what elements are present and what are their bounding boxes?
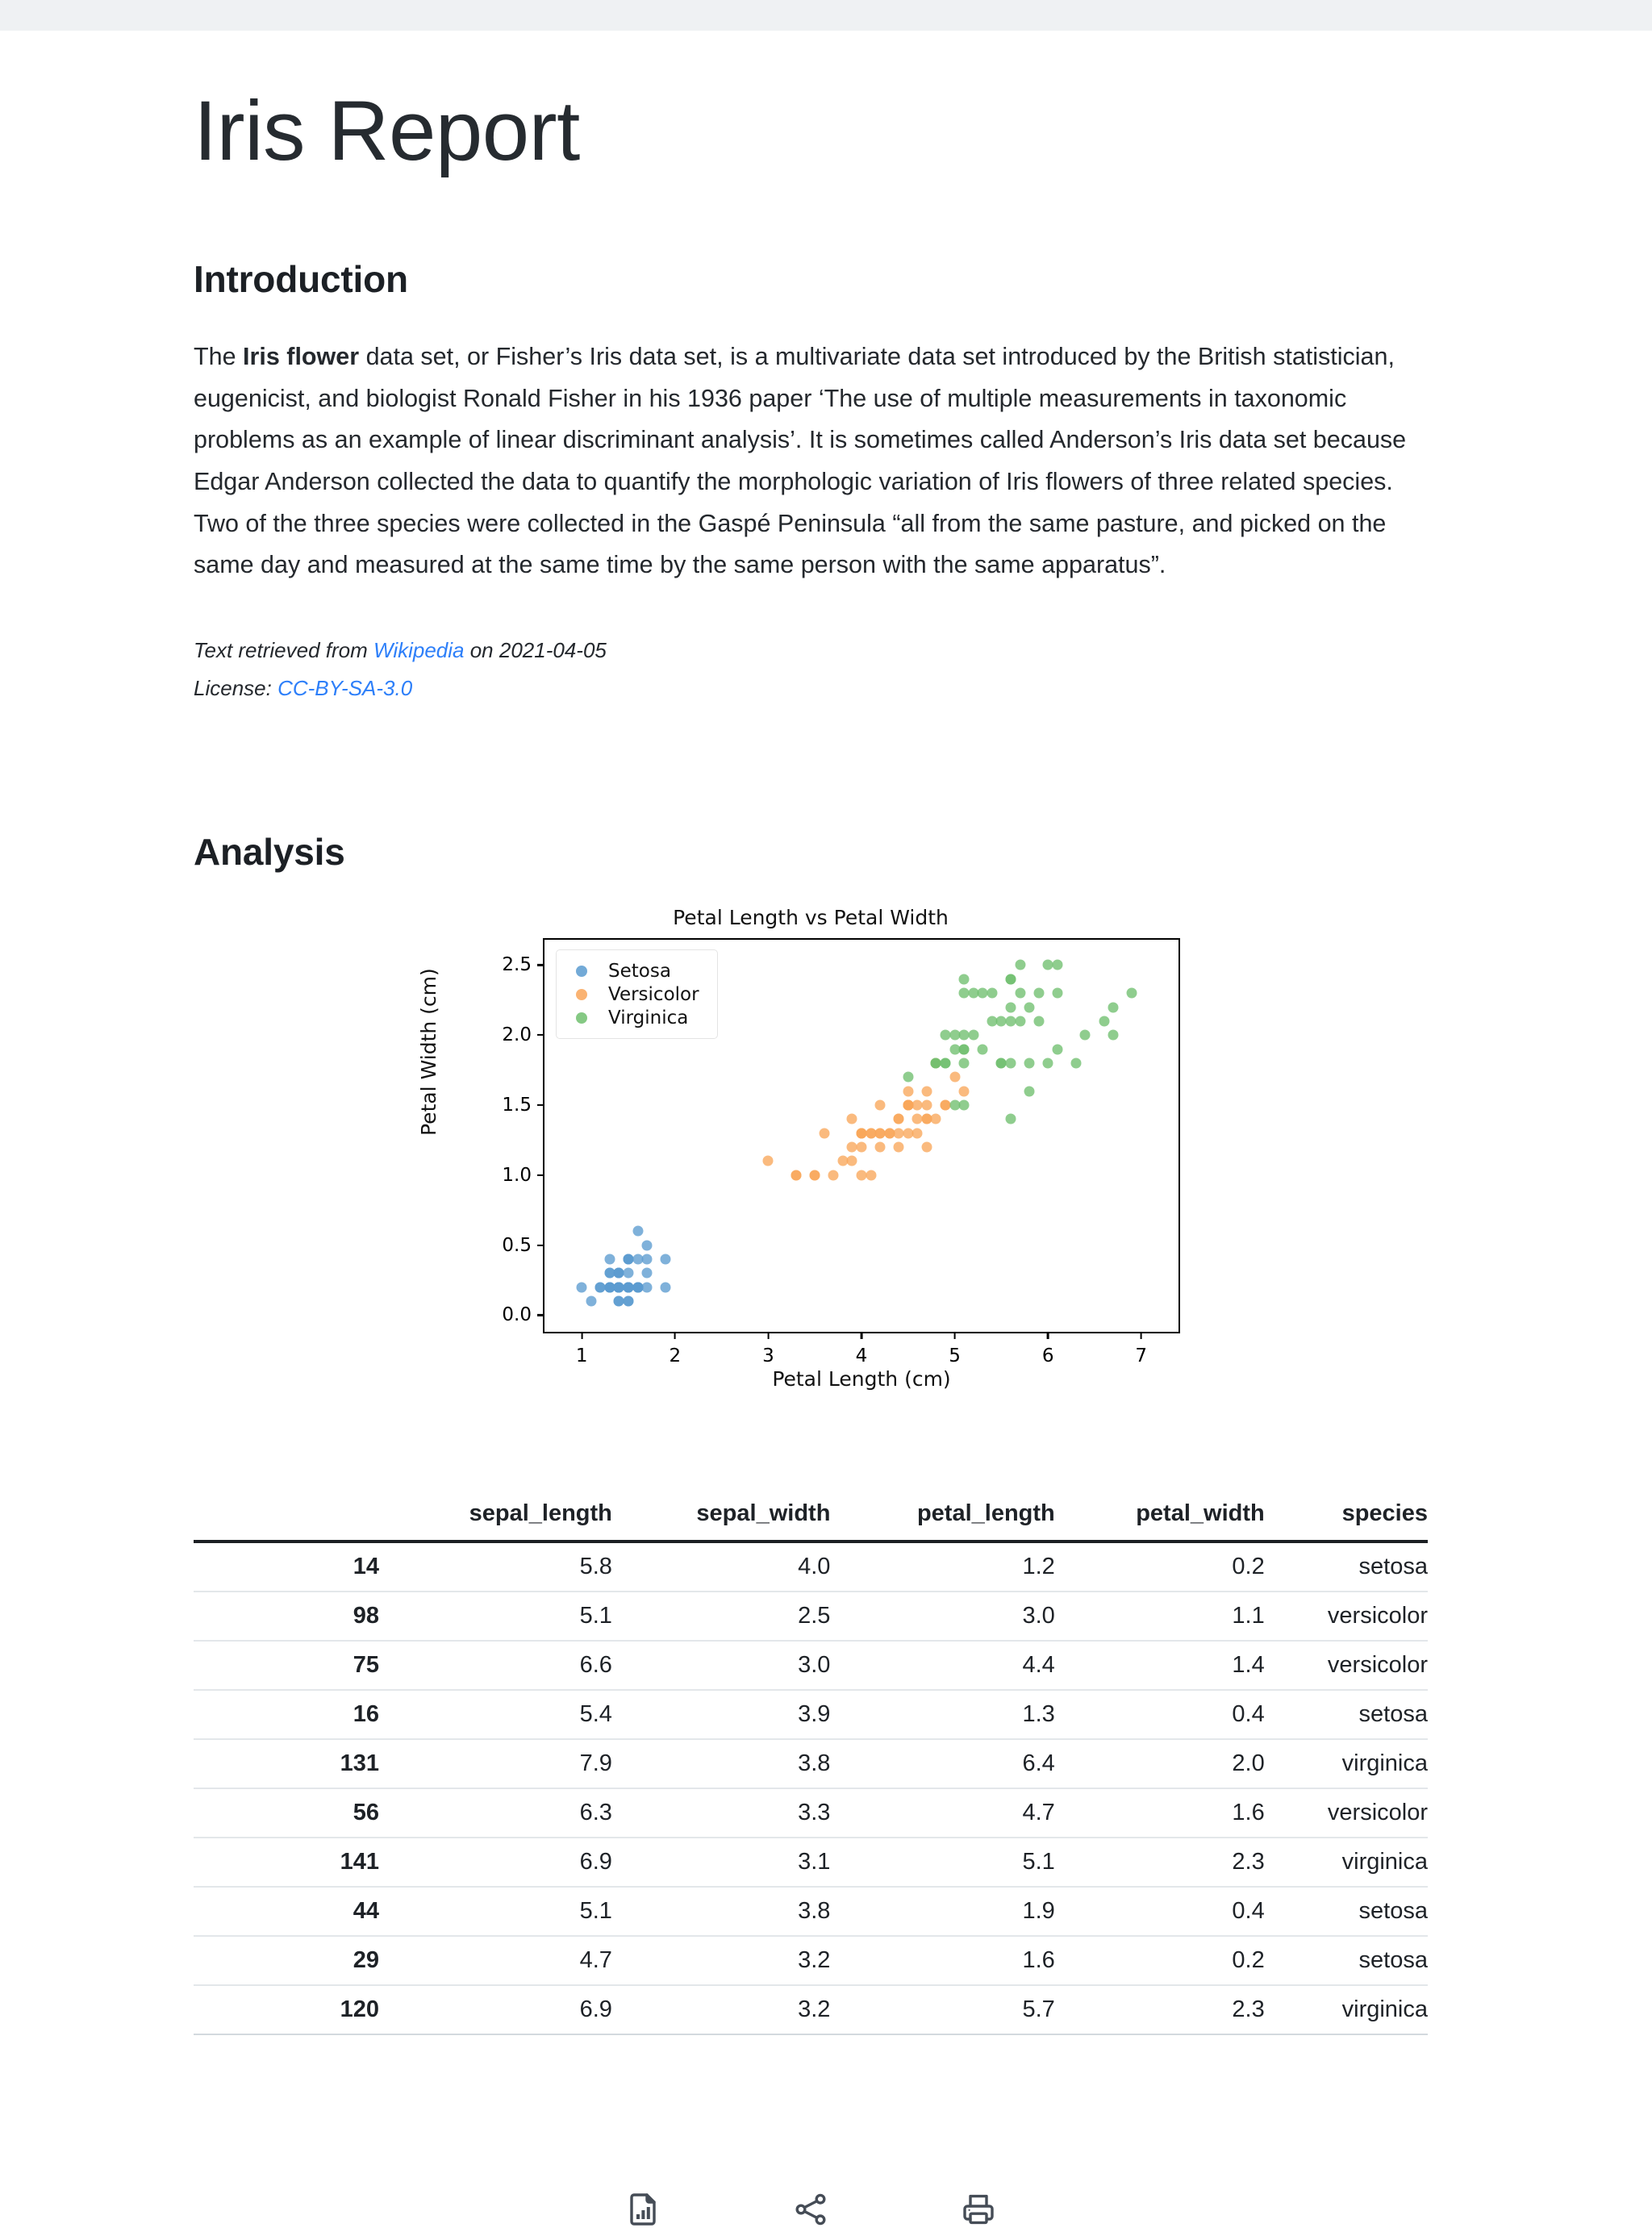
attribution-suffix: on 2021-04-05 bbox=[464, 637, 607, 662]
cell-species: versicolor bbox=[1265, 1788, 1428, 1838]
share-icon[interactable] bbox=[788, 2187, 833, 2232]
chart-data-point bbox=[921, 1100, 932, 1111]
chart-data-point bbox=[866, 1170, 876, 1180]
chart-data-point bbox=[1080, 1030, 1091, 1041]
chart-data-point bbox=[1052, 988, 1062, 999]
chart-data-point bbox=[912, 1114, 923, 1124]
chart-data-point bbox=[632, 1282, 643, 1292]
chart-data-point bbox=[847, 1156, 857, 1166]
legend-label: Versicolor bbox=[608, 983, 699, 1005]
chart-x-tick: 3 bbox=[762, 1332, 774, 1366]
chart-data-point bbox=[661, 1282, 671, 1292]
chart-data-point bbox=[837, 1156, 848, 1166]
chart-data-point bbox=[1015, 1016, 1025, 1026]
chart-data-point bbox=[1005, 1002, 1016, 1012]
chart-data-point bbox=[1108, 1030, 1119, 1041]
chart-data-point bbox=[931, 1058, 941, 1068]
cell-sepal-length: 5.4 bbox=[379, 1690, 612, 1739]
cell-sepal-length: 4.7 bbox=[379, 1936, 612, 1985]
chart-data-point bbox=[912, 1128, 923, 1138]
chart-data-point bbox=[810, 1170, 820, 1180]
chart-data-point bbox=[921, 1142, 932, 1153]
cell-sepal-width: 3.1 bbox=[612, 1838, 831, 1887]
chart-data-point bbox=[1015, 988, 1025, 999]
chart-data-point bbox=[1043, 1058, 1053, 1068]
cell-sepal-width: 3.2 bbox=[612, 1936, 831, 1985]
cell-index: 120 bbox=[194, 1985, 379, 2034]
chart-data-point bbox=[941, 1058, 951, 1068]
introduction-paragraph bbox=[194, 336, 1424, 586]
cell-sepal-length: 6.9 bbox=[379, 1838, 612, 1887]
chart-container bbox=[194, 906, 1428, 1406]
table-row bbox=[194, 1985, 1428, 2034]
chart-y-tick: 0.5 bbox=[502, 1235, 544, 1256]
chart-data-point bbox=[642, 1240, 653, 1250]
chart-data-point bbox=[1005, 974, 1016, 984]
chart-data-point bbox=[614, 1282, 624, 1292]
cell-sepal-width: 3.2 bbox=[612, 1985, 831, 2034]
cell-petal-width: 2.3 bbox=[1055, 1838, 1265, 1887]
chart-data-point bbox=[857, 1142, 867, 1153]
chart-data-point bbox=[763, 1156, 774, 1166]
cell-sepal-length: 7.9 bbox=[379, 1739, 612, 1788]
chart-x-axis-label: Petal Length (cm) bbox=[772, 1367, 951, 1391]
chart-data-point bbox=[959, 974, 970, 984]
cell-index: 29 bbox=[194, 1936, 379, 1985]
cell-sepal-width: 3.0 bbox=[612, 1641, 831, 1690]
cell-sepal-length: 5.1 bbox=[379, 1592, 612, 1641]
cell-sepal-width: 3.3 bbox=[612, 1788, 831, 1838]
scatter-chart bbox=[417, 906, 1198, 1406]
column-header-index bbox=[194, 1490, 379, 1542]
license-link[interactable]: CC-BY-SA-3.0 bbox=[277, 675, 413, 700]
chart-x-tick: 5 bbox=[949, 1332, 961, 1366]
chart-x-tick: 7 bbox=[1135, 1332, 1147, 1366]
cell-index: 75 bbox=[194, 1641, 379, 1690]
cell-petal-length: 3.0 bbox=[830, 1592, 1054, 1641]
chart-data-point bbox=[1052, 1044, 1062, 1054]
chart-legend-item bbox=[568, 1006, 699, 1029]
chart-data-point bbox=[931, 1114, 941, 1124]
chart-data-point bbox=[968, 988, 978, 999]
chart-data-point bbox=[903, 1072, 913, 1083]
chart-legend-item bbox=[568, 959, 699, 982]
chart-data-point bbox=[987, 988, 997, 999]
table-row bbox=[194, 1739, 1428, 1788]
cell-petal-width: 1.6 bbox=[1055, 1788, 1265, 1838]
cell-species: setosa bbox=[1265, 1542, 1428, 1592]
chart-data-point bbox=[661, 1254, 671, 1264]
chart-data-point bbox=[1108, 1002, 1119, 1012]
chart-data-point bbox=[1024, 1002, 1035, 1012]
chart-data-point bbox=[1005, 1058, 1016, 1068]
cell-petal-width: 0.2 bbox=[1055, 1542, 1265, 1592]
print-icon[interactable] bbox=[956, 2187, 1001, 2232]
chart-data-point bbox=[614, 1296, 624, 1307]
chart-plot-area bbox=[502, 938, 1180, 1367]
chart-data-point bbox=[614, 1268, 624, 1279]
chart-data-point bbox=[1033, 1016, 1044, 1026]
cell-sepal-length: 6.6 bbox=[379, 1641, 612, 1690]
table-row bbox=[194, 1690, 1428, 1739]
chart-data-point bbox=[959, 1086, 970, 1096]
cell-sepal-width: 3.9 bbox=[612, 1690, 831, 1739]
chart-data-point bbox=[1024, 1058, 1035, 1068]
paragraph-lead: The bbox=[194, 343, 244, 371]
chart-data-point bbox=[949, 1072, 960, 1083]
column-header-sepal-length: sepal_length bbox=[379, 1490, 612, 1542]
cell-petal-width: 2.0 bbox=[1055, 1739, 1265, 1788]
cell-petal-width: 0.4 bbox=[1055, 1690, 1265, 1739]
cell-petal-width: 0.4 bbox=[1055, 1887, 1265, 1936]
table-row bbox=[194, 1838, 1428, 1887]
chart-data-point bbox=[1033, 988, 1044, 999]
cell-index: 56 bbox=[194, 1788, 379, 1838]
chart-data-point bbox=[624, 1282, 634, 1292]
section-heading-analysis: Analysis bbox=[194, 831, 345, 874]
cell-species: setosa bbox=[1265, 1887, 1428, 1936]
cell-petal-length: 5.7 bbox=[830, 1985, 1054, 2034]
chart-x-tick: 4 bbox=[856, 1332, 868, 1366]
cell-index: 98 bbox=[194, 1592, 379, 1641]
wikipedia-link[interactable]: Wikipedia bbox=[373, 637, 465, 662]
cell-index: 16 bbox=[194, 1690, 379, 1739]
chart-y-tick: 2.0 bbox=[502, 1024, 544, 1045]
cell-species: setosa bbox=[1265, 1936, 1428, 1985]
chart-data-point bbox=[968, 1030, 978, 1041]
chart-data-point bbox=[903, 1100, 913, 1111]
chart-y-tick: 2.5 bbox=[502, 954, 544, 975]
chart-y-axis-label: Petal Width (cm) bbox=[417, 968, 440, 1137]
cell-petal-length: 4.4 bbox=[830, 1641, 1054, 1690]
cell-index: 131 bbox=[194, 1739, 379, 1788]
chart-data-point bbox=[949, 1044, 960, 1054]
chart-data-point bbox=[624, 1268, 634, 1279]
chart-data-point bbox=[894, 1128, 904, 1138]
footer-actions bbox=[194, 2187, 1428, 2232]
cell-index: 14 bbox=[194, 1542, 379, 1592]
legend-color-dot-icon bbox=[576, 989, 587, 1000]
chart-data-point bbox=[624, 1254, 634, 1264]
cell-sepal-width: 3.8 bbox=[612, 1739, 831, 1788]
chart-data-point bbox=[949, 1030, 960, 1041]
cell-species: versicolor bbox=[1265, 1641, 1428, 1690]
cell-sepal-width: 2.5 bbox=[612, 1592, 831, 1641]
attribution-line bbox=[194, 632, 1428, 670]
paragraph-bold-term: Iris flower bbox=[243, 343, 360, 371]
cell-sepal-length: 6.3 bbox=[379, 1788, 612, 1838]
chart-data-point bbox=[1052, 960, 1062, 970]
chart-data-point bbox=[884, 1128, 895, 1138]
chart-data-point bbox=[642, 1268, 653, 1279]
cell-petal-length: 1.2 bbox=[830, 1542, 1054, 1592]
chart-data-point bbox=[1024, 1086, 1035, 1096]
legend-label: Virginica bbox=[608, 1007, 689, 1028]
column-header-petal-width: petal_width bbox=[1055, 1490, 1265, 1542]
cell-sepal-length: 5.1 bbox=[379, 1887, 612, 1936]
table-header bbox=[194, 1490, 1428, 1542]
table-row bbox=[194, 1936, 1428, 1985]
page-title: Iris Report bbox=[194, 84, 580, 178]
legend-label: Setosa bbox=[608, 960, 671, 982]
chart-data-point bbox=[642, 1282, 653, 1292]
report-page bbox=[0, 86, 1652, 2232]
chart-data-point bbox=[828, 1170, 839, 1180]
table-row bbox=[194, 1788, 1428, 1838]
legend-color-dot-icon bbox=[576, 1012, 587, 1024]
cell-petal-width: 2.3 bbox=[1055, 1985, 1265, 2034]
chart-data-point bbox=[903, 1086, 913, 1096]
cell-species: virginica bbox=[1265, 1739, 1428, 1788]
table-row bbox=[194, 1592, 1428, 1641]
chart-legend-item bbox=[568, 982, 699, 1006]
chart-y-tick: 1.0 bbox=[502, 1165, 544, 1186]
chart-data-point bbox=[959, 1100, 970, 1111]
cell-petal-length: 4.7 bbox=[830, 1788, 1054, 1838]
chart-data-point bbox=[959, 1058, 970, 1068]
chart-data-point bbox=[1127, 988, 1137, 999]
top-strip bbox=[0, 0, 1652, 31]
chart-data-point bbox=[894, 1142, 904, 1153]
chart-data-point bbox=[987, 1016, 997, 1026]
column-header-petal-length: petal_length bbox=[830, 1490, 1054, 1542]
table-row bbox=[194, 1641, 1428, 1690]
chart-data-point bbox=[894, 1114, 904, 1124]
paragraph-rest: data set, or Fisher’s Iris data set, is a multivariate data set introduced by the British statistician, eugenicist, and biologist Ronald Fisher in his 1936 paper ‘The use of multiple measurements in taxonomic problems as an example of linear discriminant analysis’. It is sometimes called Anderson’s Iris data set because Edgar Anderson collected the data to quantify the morphologic variation of Iris flowers of three related species. Two of the three species were collected in the Gaspé Peninsula “all from the same pasture, and picked on the same day and measured at the same time by the same person with the same apparatus”. bbox=[194, 343, 1407, 579]
cell-species: versicolor bbox=[1265, 1592, 1428, 1641]
license-line bbox=[194, 670, 1428, 707]
chart-data-point bbox=[1099, 1016, 1109, 1026]
chart-x-tick: 6 bbox=[1042, 1332, 1054, 1366]
column-header-sepal-width: sepal_width bbox=[612, 1490, 831, 1542]
cell-sepal-width: 3.8 bbox=[612, 1887, 831, 1936]
attribution-prefix: Text retrieved from bbox=[194, 637, 374, 662]
cell-petal-length: 1.6 bbox=[830, 1936, 1054, 1985]
cell-sepal-length: 6.9 bbox=[379, 1985, 612, 2034]
chart-data-point bbox=[866, 1128, 876, 1138]
chart-data-point bbox=[791, 1170, 802, 1180]
cell-species: virginica bbox=[1265, 1838, 1428, 1887]
chart-data-point bbox=[847, 1114, 857, 1124]
chart-x-tick: 1 bbox=[576, 1332, 588, 1366]
chart-data-point bbox=[875, 1142, 886, 1153]
cell-petal-length: 1.3 bbox=[830, 1690, 1054, 1739]
attribution-block bbox=[194, 632, 1428, 708]
cell-index: 141 bbox=[194, 1838, 379, 1887]
column-header-species: species bbox=[1265, 1490, 1428, 1542]
cell-petal-width: 0.2 bbox=[1055, 1936, 1265, 1985]
table-row bbox=[194, 1542, 1428, 1592]
chart-data-point bbox=[978, 1044, 988, 1054]
report-content bbox=[194, 86, 1428, 2232]
chart-y-tick: 1.5 bbox=[502, 1095, 544, 1116]
cell-petal-width: 1.1 bbox=[1055, 1592, 1265, 1641]
chart-data-point bbox=[604, 1254, 615, 1264]
chart-data-point bbox=[632, 1226, 643, 1237]
chart-data-point bbox=[1070, 1058, 1081, 1068]
chart-data-point bbox=[624, 1296, 634, 1307]
chart-legend bbox=[556, 949, 718, 1039]
chart-data-point bbox=[959, 1044, 970, 1054]
chart-data-point bbox=[819, 1128, 829, 1138]
chart-x-tick: 2 bbox=[669, 1332, 681, 1366]
chart-data-point bbox=[577, 1282, 587, 1292]
chart-data-point bbox=[632, 1254, 643, 1264]
table-row bbox=[194, 1887, 1428, 1936]
cell-petal-width: 1.4 bbox=[1055, 1641, 1265, 1690]
section-heading-introduction: Introduction bbox=[194, 258, 408, 301]
cell-species: virginica bbox=[1265, 1985, 1428, 2034]
chart-data-point bbox=[875, 1100, 886, 1111]
data-table-container bbox=[194, 1490, 1428, 2035]
cell-petal-length: 5.1 bbox=[830, 1838, 1054, 1887]
cell-sepal-length: 5.8 bbox=[379, 1542, 612, 1592]
chart-title: Petal Length vs Petal Width bbox=[673, 906, 949, 930]
chart-data-point bbox=[1015, 960, 1025, 970]
chart-data-point bbox=[642, 1254, 653, 1264]
report-document-icon[interactable] bbox=[620, 2187, 665, 2232]
chart-data-point bbox=[1005, 1016, 1016, 1026]
license-prefix: License: bbox=[194, 675, 278, 700]
table-header-row bbox=[194, 1490, 1428, 1542]
chart-data-point bbox=[1005, 1114, 1016, 1124]
chart-data-point bbox=[921, 1086, 932, 1096]
cell-petal-length: 1.9 bbox=[830, 1887, 1054, 1936]
legend-color-dot-icon bbox=[576, 966, 587, 977]
cell-petal-length: 6.4 bbox=[830, 1739, 1054, 1788]
cell-index: 44 bbox=[194, 1887, 379, 1936]
table-body bbox=[194, 1542, 1428, 2034]
chart-data-point bbox=[586, 1296, 596, 1307]
cell-species: setosa bbox=[1265, 1690, 1428, 1739]
chart-data-point bbox=[996, 1058, 1007, 1068]
chart-data-point bbox=[941, 1030, 951, 1041]
cell-sepal-width: 4.0 bbox=[612, 1542, 831, 1592]
chart-y-tick: 0.0 bbox=[502, 1304, 544, 1325]
iris-sample-table bbox=[194, 1490, 1428, 2035]
